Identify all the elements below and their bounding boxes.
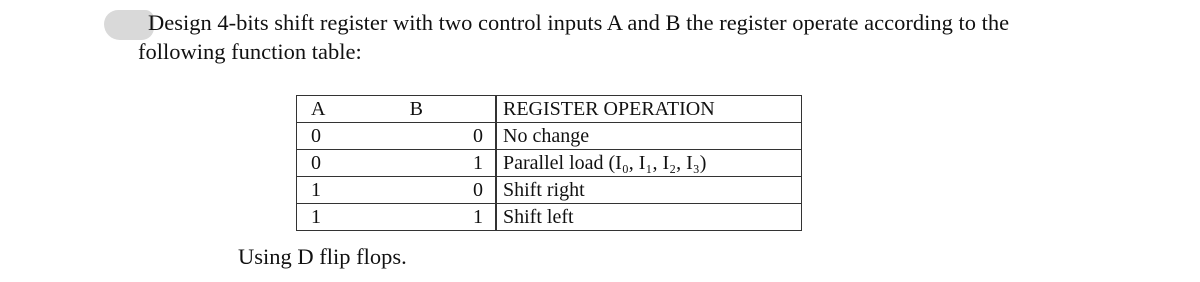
table-row xyxy=(297,204,802,231)
table-row xyxy=(297,177,802,204)
header-b: B xyxy=(409,97,423,120)
header-a: A xyxy=(311,97,326,120)
function-table xyxy=(296,95,802,231)
row-a-value: 0 xyxy=(311,124,321,147)
problem-line-1: Design 4-bits shift register with two control inputs A and B the register operate according to the xyxy=(148,10,1010,35)
row-a-value: 0 xyxy=(311,151,321,174)
row-b-value: 0 xyxy=(473,124,483,147)
footer-note: Using D flip flops. xyxy=(238,244,407,269)
table-row xyxy=(297,150,802,177)
header-operation: REGISTER OPERATION xyxy=(497,96,802,123)
row-a-value: 1 xyxy=(311,205,321,228)
problem-line-2: following function table: xyxy=(138,39,362,64)
row-b-value: 1 xyxy=(473,205,483,228)
row-ab-cell xyxy=(297,177,496,204)
problem-statement xyxy=(138,8,1188,66)
header-ab-cell xyxy=(297,96,496,123)
row-operation: No change xyxy=(497,123,802,150)
row-operation: Shift right xyxy=(497,177,802,204)
row-operation: Parallel load (I₀, I₁, I₂, I₃) xyxy=(497,150,802,177)
table-row xyxy=(297,123,802,150)
table-header-row xyxy=(297,96,802,123)
row-b-value: 1 xyxy=(473,151,483,174)
row-operation: Shift left xyxy=(497,204,802,231)
row-ab-cell xyxy=(297,204,496,231)
row-ab-cell xyxy=(297,123,496,150)
row-a-value: 1 xyxy=(311,178,321,201)
row-ab-cell xyxy=(297,150,496,177)
row-b-value: 0 xyxy=(473,178,483,201)
